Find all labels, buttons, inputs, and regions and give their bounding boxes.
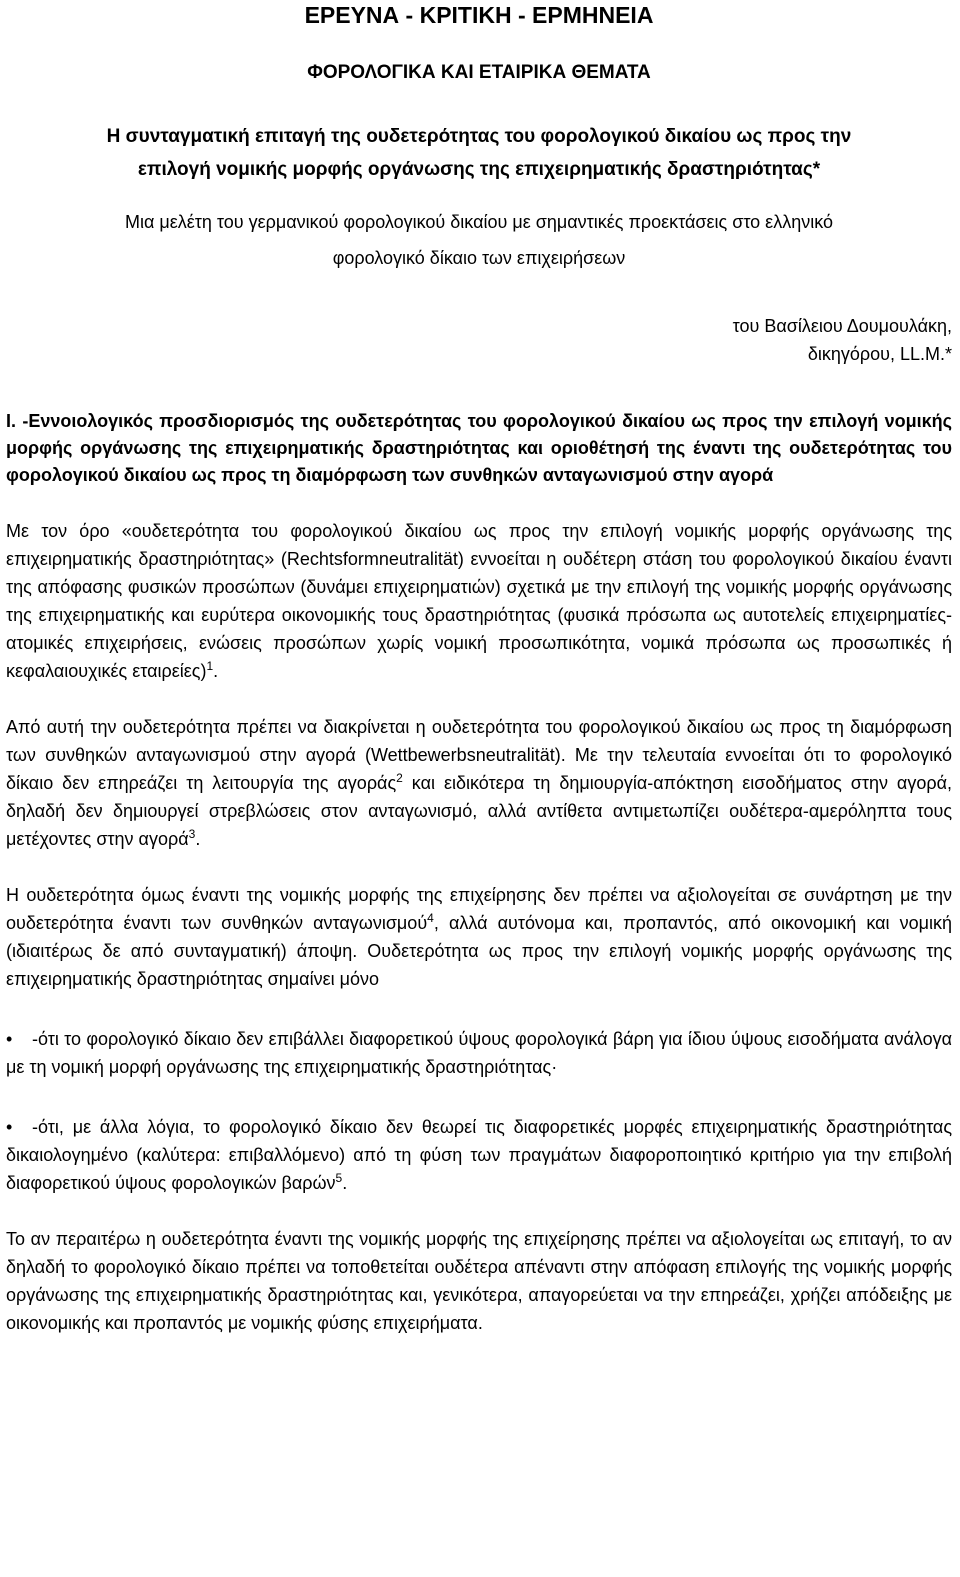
footnote-ref[interactable]: 4 [427,911,434,925]
bullet-icon: • [6,1117,13,1137]
journal-section-title: ΕΡΕΥΝΑ - ΚΡΙΤΙΚΗ - ΕΡΜΗΝΕΙΑ [304,2,654,28]
bullet-text: -ότι, με άλλα λόγια, το φορολογικό δίκαιο δεν θεωρεί τις διαφορετικές μορφές επιχειρηματικής δραστηριότητας δικαιολογημένο (καλύτερα: επιβαλλόμενο) από τη φύση των πραγμάτων διαφοροποιητικό κριτήριο για την επιβολή διαφορετικού ύψους φορολογικών βαρών [6,1117,952,1193]
paragraph-text: Το αν περαιτέρω η ουδετερότητα έναντι της νομικής μορφής της επιχείρησης πρέπει να αξιολογείται ως επιταγή, το αν δηλαδή το φορολογικό δίκαιο πρέπει να τοποθετείται ουδέτερα απέναντι στην απόφαση επιλογής της νομικής μορφής οργάνωσης της επιχειρηματικής δραστηριότητας και, γενικότερα, απαγορεύεται να την επηρεάζει, χρήζει απόδειξης με οικονομικής και προπαντός με νομικής φύσης επιχειρήματα. [6,1229,952,1333]
document-page [6,0,952,1337]
paragraph-end: . [195,829,201,849]
article-title-line: επιλογή νομικής μορφής οργάνωσης της επιχειρηματικής δραστηριότητας* [137,159,821,180]
article-title [6,120,952,186]
paragraph-text: Η ουδετερότητα όμως έναντι της νομικής μορφής της επιχείρησης δεν πρέπει να αξιολογείται σε συνάρτηση με την ουδετερότητα έναντι των συνθηκών ανταγωνισμού [6,885,952,933]
author-block [6,312,952,368]
bullet-text: -ότι το φορολογικό δίκαιο δεν επιβάλλει διαφορετικού ύψους φορολογικά βάρη για ίδιου ύψους εισοδήματα ανάλογα με τη νομική μορφή οργάνωσης της επιχειρηματικής δραστηριότητας· [6,1029,952,1077]
footnote-ref[interactable]: 3 [188,827,196,841]
paragraph-3 [6,881,952,993]
paragraph-text: και ειδικότερα τη δημιουργία-απόκτηση εισοδήματος στην αγορά, δηλαδή δεν δημιουργεί στρεβλώσεις στον ανταγωνισμό, αλλά αντίθετα αντιμετωπίζει ουδέτερα-αμερόληπτα τους μετέχοντες στην αγορά [6,773,952,849]
paragraph-text: Από αυτή την ουδετερότητα πρέπει να διακρίνεται η ουδετερότητα του φορολογικού δικαίου ως προς τη διαμόρφωση των συνθηκών ανταγωνισμού στην αγορά (Wettbewerbsneutralität). Με την τελευταία εννοείται ότι το φορολογικό δίκαιο δεν επηρεάζει τη λειτουργία της αγοράς [6,717,952,793]
footnote-ref[interactable]: 5 [335,1171,343,1185]
paragraph-text: Με τον όρο «ουδετερότητα του φορολογικού δικαίου ως προς την επιλογή νομικής μορφής οργάνωσης της επιχειρηματικής δραστηριότητας» (Rechtsformneutralität) εννοείται η ουδέτερη στάση του φορολογικού δικαίου έναντι της απόφασης φυσικών προσώπων (δυνάμει επιχειρηματιών) σχετικά με την επιλογή της νομικής μορφής οργάνωσης της επιχειρηματικής και ευρύτερα οικονομικής τους δραστηριότητας (φυσικά πρόσωπα ως αυτοτελείς επιχειρηματίες-ατομικές επιχειρήσεις, ενώσεις προσώπων χωρίς νομική προσωπικότητα, νομικά πρόσωπα ως προσωπικές ή κεφαλαιουχικές εταιρείες) [6,521,952,681]
bullet-icon: • [6,1029,13,1049]
footnote-ref[interactable]: 2 [396,771,403,785]
article-subtitle-line: Μια μελέτη του γερμανικού φορολογικού δικαίου με σημαντικές προεκτάσεις στο ελληνικό [124,212,834,232]
article-title-line: Η συνταγματική επιταγή της ουδετερότητας του φορολογικού δικαίου ως προς την [106,126,852,147]
author-name: του Βασίλειου Δουμουλάκη, [732,316,952,336]
section-heading: I. -Εννοιολογικός προσδιορισμός της ουδετερότητας του φορολογικού δικαίου ως προς την επιλογή νομικής μορφής οργάνωσης της επιχειρηματικής δραστηριότητας και οριοθέτησή της έναντι της ουδετερότητας του φορολογικού δικαίου ως προς τη διαμόρφωση των συνθηκών ανταγωνισμού στην αγορά [6,411,952,485]
author-title: δικηγόρου, LL.M.* [807,344,952,364]
bullet-item-2 [6,1113,952,1197]
paragraph-end: . [342,1173,348,1193]
paragraph-1 [6,517,952,685]
journal-subsection-title: ΦΟΡΟΛΟΓΙΚΑ ΚΑΙ ΕΤΑΙΡΙΚΑ ΘΕΜΑΤΑ [307,62,651,83]
article-subtitle [6,204,952,276]
paragraph-text: , αλλά αυτόνομα και, προπαντός, από οικονομική και νομική (ιδιαιτέρως δε από συνταγματική) άποψη. Ουδετερότητα ως προς την επιλογή νομικής μορφής οργάνωσης της επιχειρηματικής δραστηριότητας σημαίνει μόνο [6,913,953,989]
paragraph-2 [6,713,952,853]
paragraph-end: . [213,661,219,681]
bullet-item-1 [6,1025,952,1081]
footnote-ref[interactable]: 1 [206,659,214,673]
article-subtitle-line: φορολογικό δίκαιο των επιχειρήσεων [332,248,626,268]
paragraph-4 [6,1225,952,1337]
